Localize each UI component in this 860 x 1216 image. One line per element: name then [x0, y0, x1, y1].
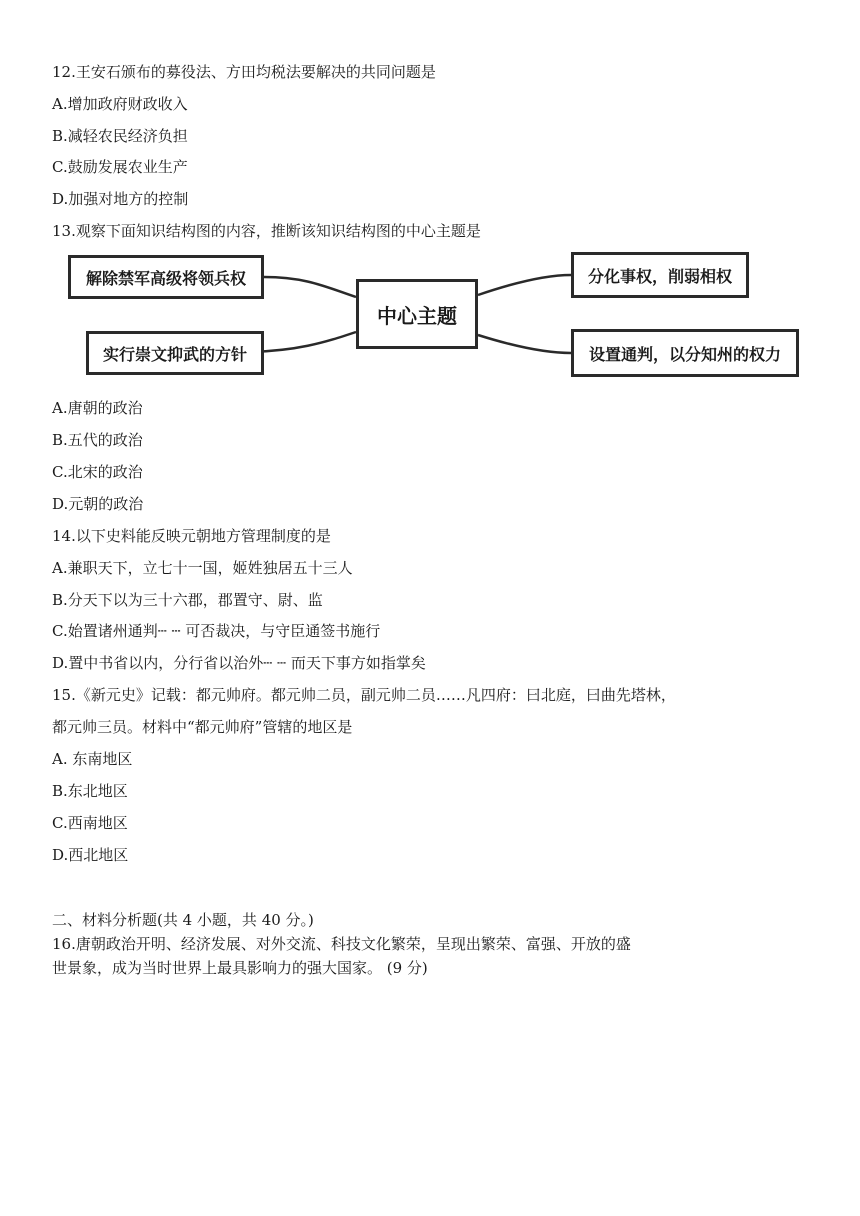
- diagram-box-top-left: 解除禁军高级将领兵权: [68, 255, 264, 299]
- question-12-option-d: D.加强对地方的控制: [52, 190, 189, 208]
- question-13-option-d: D.元朝的政治: [52, 495, 144, 513]
- question-15-stem-line-2: 都元帅三员。材料中“都元帅府”管辖的地区是: [52, 718, 353, 736]
- question-13-option-a: A.唐朝的政治: [52, 399, 143, 417]
- question-12-option-c: C.鼓励发展农业生产: [52, 158, 188, 176]
- question-15-option-a: A. 东南地区: [52, 750, 133, 768]
- section-2-heading: 二、材料分析题(共 4 小题，共 40 分。): [52, 911, 314, 929]
- question-14-option-b: B.分天下以为三十六郡，郡置守、尉、监: [52, 591, 323, 609]
- question-13-stem: 13.观察下面知识结构图的内容，推断该知识结构图的中心主题是: [52, 222, 481, 240]
- question-15-stem-line-1: 15.《新元史》记载：都元帅府。都元帅二员，副元帅二员……凡四府：曰北庭，曰曲先塔林，: [52, 686, 676, 704]
- question-15-option-d: D.西北地区: [52, 846, 129, 864]
- question-13-option-b: B.五代的政治: [52, 431, 143, 449]
- diagram-box-bottom-right: 设置通判，以分知州的权力: [571, 329, 799, 377]
- question-14-option-c: C.始置诸州通判┄ ┄ 可否裁决，与守臣通签书施行: [52, 622, 381, 640]
- question-13-option-c: C.北宋的政治: [52, 463, 143, 481]
- diagram-box-center: 中心主题: [356, 279, 478, 349]
- question-14-stem: 14.以下史料能反映元朝地方管理制度的是: [52, 527, 331, 545]
- question-14-option-d: D.置中书省以内，分行省以治外┄ ┄ 而天下事方如指掌矣: [52, 654, 426, 672]
- diagram-box-bottom-left: 实行崇文抑武的方针: [86, 331, 264, 375]
- question-12-stem: 12.王安石颁布的募役法、方田均税法要解决的共同问题是: [52, 63, 436, 81]
- question-12-option-a: A.增加政府财政收入: [52, 95, 188, 113]
- question-14-option-a: A.兼职天下，立七十一国，姬姓独居五十三人: [52, 559, 353, 577]
- question-12-option-b: B.减轻农民经济负担: [52, 127, 188, 145]
- question-16-line-1: 16.唐朝政治开明、经济发展、对外交流、科技文化繁荣，呈现出繁荣、富强、开放的盛: [52, 935, 631, 953]
- knowledge-structure-diagram: [66, 247, 806, 392]
- diagram-box-top-right: 分化事权，削弱相权: [571, 252, 749, 298]
- question-15-option-b: B.东北地区: [52, 782, 128, 800]
- question-15-option-c: C.西南地区: [52, 814, 128, 832]
- question-16-line-2: 世景象，成为当时世界上最具影响力的强大国家。 (9 分): [52, 959, 428, 977]
